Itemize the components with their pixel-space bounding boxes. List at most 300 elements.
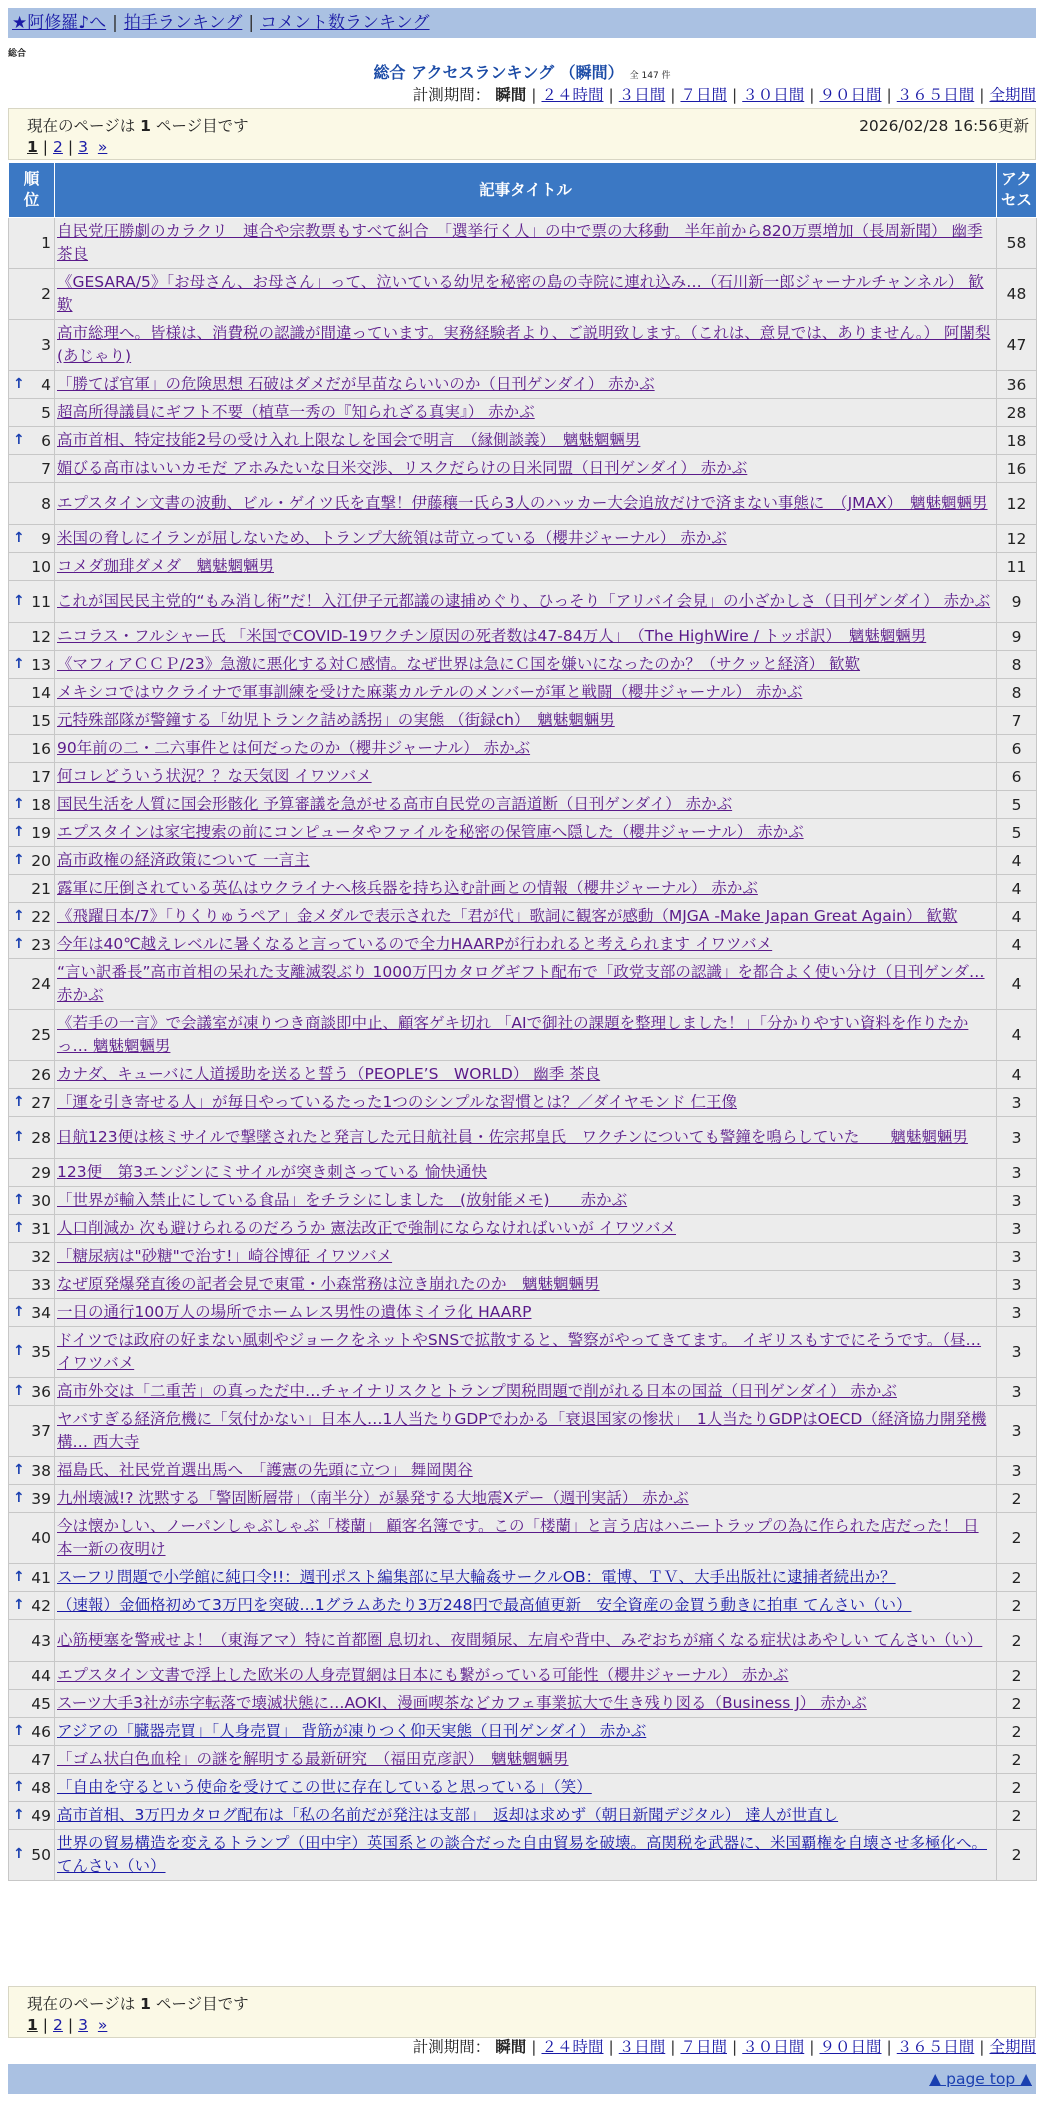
rank-cell — [9, 525, 55, 553]
rank-number: 12 — [31, 627, 51, 646]
access-count: 7 — [997, 707, 1037, 735]
rank-cell — [9, 1718, 55, 1746]
rank-number: 25 — [31, 1026, 51, 1044]
rank-cell — [9, 1243, 55, 1271]
title-cell — [55, 1327, 997, 1378]
title-cell — [55, 1215, 997, 1243]
table-row — [9, 1061, 1037, 1089]
article-link[interactable]: 何コレどういう状況？？な天気図 イワツバメ — [57, 767, 372, 785]
article-link[interactable]: 「ゴム状白色血栓」の謎を解明する最新研究 （福田克彦訳） 魑魅魍魎男 — [57, 1750, 569, 1768]
nav-asyura-link[interactable]: ★阿修羅♪へ — [12, 13, 107, 33]
rank-number: 1 — [41, 234, 51, 252]
article-link[interactable]: コメダ珈琲ダメダ 魑魅魍魎男 — [57, 557, 275, 575]
rank-cell — [9, 218, 55, 269]
table-row — [9, 218, 1037, 269]
rank-cell — [9, 931, 55, 959]
period-7d-link[interactable]: ７日間 — [680, 2038, 727, 2056]
page-info: 現在のページは 1 ページ目です — [27, 1995, 249, 2013]
access-count: 2 — [997, 1718, 1037, 1746]
rank-number: 20 — [31, 851, 51, 870]
access-count: 48 — [997, 269, 1037, 320]
title-cell — [55, 623, 997, 651]
access-count: 3 — [997, 1271, 1037, 1299]
rank-number: 28 — [31, 1128, 51, 1147]
pager-top — [8, 108, 1036, 160]
table-row — [9, 819, 1037, 847]
article-link[interactable]: アジアの「臓器売買」「人身売買」 背筋が凍りつく仰天実態（日刊ゲンダイ） 赤かぶ — [57, 1722, 647, 1740]
access-count: 2 — [997, 1746, 1037, 1774]
article-link[interactable]: 「糖尿病は"砂糖"で治す!」崎谷博征 イワツバメ — [57, 1247, 393, 1265]
rank-number: 35 — [31, 1343, 51, 1361]
up-arrow-icon: ↑ — [13, 1093, 25, 1110]
access-count: 3 — [997, 1378, 1037, 1406]
access-count: 4 — [997, 903, 1037, 931]
nav-separator: | — [112, 13, 118, 33]
access-count: 5 — [997, 819, 1037, 847]
access-count: 2 — [997, 1620, 1037, 1662]
up-arrow-icon: ↑ — [13, 1382, 25, 1399]
up-arrow-icon: ↑ — [13, 1191, 25, 1208]
rank-number: 33 — [31, 1275, 51, 1294]
table-row — [9, 791, 1037, 819]
table-row — [9, 1746, 1037, 1774]
title-cell — [55, 819, 997, 847]
rank-number: 27 — [31, 1093, 51, 1112]
title-cell — [55, 1457, 997, 1485]
rank-cell — [9, 1215, 55, 1243]
access-count: 5 — [997, 791, 1037, 819]
title-cell — [55, 903, 997, 931]
title-cell — [55, 1718, 997, 1746]
table-row — [9, 1159, 1037, 1187]
title-cell — [55, 735, 997, 763]
article-link[interactable]: 《GESARA/5》「お母さん、お母さん」って、泣いている幼児を秘密の島の寺院に連れ込み…（石川新一郎ジャーナルチャンネル） 歓歎 — [57, 273, 984, 314]
article-link[interactable]: エプスタイン文書で浮上した欧米の人身売買網は日本にも繋がっている可能性（櫻井ジャーナル） 赤かぶ — [57, 1666, 789, 1684]
article-link[interactable]: 米国の脅しにイランが屈しないため、トランプ大統領は苛立っている（櫻井ジャーナル） 赤かぶ — [57, 529, 727, 547]
article-link[interactable]: これが国民民主党的“もみ消し術”だ！入江伊子元都議の逮捕めぐり、ひっそり「アリバイ会見」の小ざかしさ（日刊ゲンダイ） 赤かぶ — [57, 592, 991, 610]
period-30d-link[interactable]: ３０日間 — [742, 2038, 805, 2056]
table-row — [9, 1690, 1037, 1718]
title-header: 記事タイトル — [55, 163, 997, 218]
up-arrow-icon: ↑ — [13, 795, 25, 812]
table-row — [9, 875, 1037, 903]
article-link[interactable]: “言い訳番長”高市首相の呆れた支離滅裂ぶり 1000万円カタログギフト配布で「政党支部の認識」を都合よく使い分け（日刊ゲンダ… 赤かぶ — [57, 963, 985, 1004]
article-link[interactable]: 媚びる高市はいいカモだ アホみたいな日米交渉、リスクだらけの日米同盟（日刊ゲンダイ） 赤かぶ — [57, 459, 748, 477]
article-link[interactable]: 今は懐かしい、ノーパンしゃぶしゃぶ「楼蘭」 顧客名簿です。この「楼蘭」と言う店はハニートラップの為に作られた店だった！ 日本一新の夜明け — [57, 1517, 979, 1558]
title-cell — [55, 525, 997, 553]
article-link[interactable]: エプスタイン文書の波動、ビル・ゲイツ氏を直撃！伊藤穰一氏ら3人のハッカー大会追放だけで済まない事態に （JMAX） 魑魅魍魎男 — [57, 494, 988, 512]
table-row — [9, 269, 1037, 320]
rank-number: 4 — [41, 375, 51, 394]
article-link[interactable]: 心筋梗塞を警戒せよ！（東海アマ）特に首都圏 息切れ、夜間頻尿、左肩や背中、みぞおちが痛くなる症状はあやしい てんさい（い） — [57, 1631, 983, 1649]
nav-applause-ranking-link[interactable]: 拍手ランキング — [123, 13, 243, 33]
article-link[interactable]: エプスタインは家宅捜索の前にコンピュータやファイルを秘密の保管庫へ隠した（櫻井ジャーナル） 赤かぶ — [57, 823, 804, 841]
rank-number: 42 — [31, 1596, 51, 1615]
article-link[interactable]: 「運を引き寄せる人」が毎日やっているたった1つのシンプルな習慣とは？／ダイヤモンド 仁王像 — [57, 1093, 737, 1111]
title-cell — [55, 1406, 997, 1457]
up-arrow-icon: ↑ — [13, 1778, 25, 1795]
access-count: 58 — [997, 218, 1037, 269]
access-count: 3 — [997, 1187, 1037, 1215]
table-row — [9, 455, 1037, 483]
rank-number: 49 — [31, 1806, 51, 1825]
rank-number: 23 — [31, 935, 51, 954]
table-row — [9, 651, 1037, 679]
article-link[interactable]: スーフリ問題で小学館に純口令!!：週刊ポスト編集部に早大輪姦サークルOB：電博、ＴＶ、大手出版社に逮捕者続出か？ — [57, 1568, 896, 1586]
rank-number: 19 — [31, 823, 51, 842]
article-link[interactable]: ニコラス・フルシャー氏 「米国でCOVID-19ワクチン原因の死者数は47-84万人」 （The HighWire / トッポ訳） 魑魅魍魎男 — [57, 627, 927, 645]
access-count: 12 — [997, 525, 1037, 553]
title-cell — [55, 1774, 997, 1802]
rank-number: 14 — [31, 683, 51, 702]
rank-cell — [9, 371, 55, 399]
article-link[interactable]: 123便 第3エンジンにミサイルが突き刺さっている 愉快通快 — [57, 1163, 488, 1181]
access-count: 3 — [997, 1243, 1037, 1271]
period-label: 計測期間： — [412, 86, 491, 104]
rank-cell — [9, 623, 55, 651]
article-link[interactable]: 「世界が輸入禁止にしている食品」をチラシにしました (放射能メモ) 赤かぶ — [57, 1191, 628, 1209]
access-count: 9 — [997, 581, 1037, 623]
updated-timestamp: 2026/02/28 16:56更新 — [859, 117, 1029, 135]
table-row — [9, 623, 1037, 651]
title-cell — [55, 1690, 997, 1718]
article-link[interactable]: 超高所得議員にギフト不要（植草一秀の『知られざる真実』） 赤かぶ — [57, 403, 535, 421]
access-count: 2 — [997, 1662, 1037, 1690]
up-arrow-icon: ↑ — [13, 592, 25, 609]
table-row — [9, 581, 1037, 623]
article-link[interactable]: 高市首相、3万円カタログ配布は「私の名前だが発注は支部」 返却は求めず（朝日新聞デジタル） 達人が世直し — [57, 1806, 839, 1824]
article-link[interactable]: 日航123便は核ミサイルで撃墜されたと発言した元日航社員・佐宗邦皇氏 ワクチンについても警鐘を鳴らしていた 魑魅魍魎男 — [57, 1128, 968, 1146]
table-row — [9, 1378, 1037, 1406]
period-90d-link[interactable]: ９０日間 — [819, 2038, 882, 2056]
access-count: 9 — [997, 623, 1037, 651]
rank-number: 2 — [41, 285, 51, 303]
up-arrow-icon: ↑ — [13, 823, 25, 840]
up-arrow-icon: ↑ — [13, 1596, 25, 1613]
article-link[interactable]: なぜ原発爆発直後の記者会見で東電・小森常務は泣き崩れたのか 魑魅魍魎男 — [57, 1275, 600, 1293]
rank-cell — [9, 553, 55, 581]
table-row — [9, 679, 1037, 707]
access-count: 4 — [997, 1010, 1037, 1061]
period-all-link[interactable]: 全期間 — [989, 2038, 1036, 2056]
top-nav — [8, 8, 1036, 38]
article-link[interactable]: （速報）金価格初めて3万円を突破…1グラムあたり3万248円で最高値更新 安全資産の金買う動きに拍車 てんさい（い） — [57, 1596, 912, 1614]
table-row — [9, 763, 1037, 791]
table-row — [9, 1485, 1037, 1513]
rank-number: 38 — [31, 1461, 51, 1480]
nav-separator: | — [248, 13, 255, 33]
rank-cell — [9, 875, 55, 903]
access-count: 4 — [997, 1061, 1037, 1089]
period-24h-link[interactable]: ２４時間 — [541, 2038, 604, 2056]
access-count: 8 — [997, 679, 1037, 707]
table-row — [9, 1010, 1037, 1061]
page-3-link[interactable]: 3 — [78, 2016, 89, 2034]
rank-number: 39 — [31, 1489, 51, 1508]
rank-cell — [9, 427, 55, 455]
nav-comment-ranking-link[interactable]: コメント数ランキング — [260, 13, 430, 33]
period-3d-link[interactable]: ３日間 — [618, 2038, 666, 2056]
up-arrow-icon: ↑ — [13, 1568, 25, 1585]
up-arrow-icon: ↑ — [13, 431, 25, 448]
up-arrow-icon: ↑ — [13, 1461, 25, 1478]
article-link[interactable]: メキシコではウクライナで軍事訓練を受けた麻薬カルテルのメンバーが軍と戦闘（櫻井ジャーナル） 赤かぶ — [57, 683, 803, 701]
page-links: 1 | 2 | 3 » — [27, 138, 108, 156]
rank-number: 7 — [41, 459, 51, 478]
title-cell — [55, 218, 997, 269]
article-link[interactable]: 《マフィアＣＣＰ/23》急激に悪化する対Ｃ感情。なぜ世界は急にＣ国を嫌いになったのか？（サクッと経済） 歓歎 — [57, 655, 861, 673]
article-link[interactable]: 福島氏、社民党首選出馬へ 「護憲の先頭に立つ」 舞岡関谷 — [57, 1461, 473, 1479]
rank-number: 29 — [31, 1163, 51, 1182]
table-row — [9, 1243, 1037, 1271]
next-page-link[interactable]: » — [97, 2016, 108, 2034]
access-count: 3 — [997, 1159, 1037, 1187]
article-link[interactable]: 一日の通行100万人の場所でホームレス男性の遺体ミイラ化 HAARP — [57, 1303, 532, 1321]
rank-number: 32 — [31, 1247, 51, 1266]
rank-cell — [9, 735, 55, 763]
access-count: 18 — [997, 427, 1037, 455]
article-link[interactable]: カナダ、キューバに人道援助を送ると誓う（PEOPLE’S WORLD） 幽季 茶良 — [57, 1065, 601, 1083]
article-link[interactable]: スーツ大手3社が赤字転落で壊滅状態に…AOKI、漫画喫茶などカフェ事業拡大で生き残り図る（Business J） 赤かぶ — [57, 1694, 867, 1712]
access-count: 3 — [997, 1299, 1037, 1327]
rank-cell — [9, 1299, 55, 1327]
period-365d-link[interactable]: ３６５日間 — [896, 86, 975, 104]
rank-cell — [9, 1061, 55, 1089]
title-cell — [55, 1117, 997, 1159]
table-row — [9, 847, 1037, 875]
access-count: 3 — [997, 1457, 1037, 1485]
article-link[interactable]: 「勝てば官軍」の危険思想 石破はダメだが早苗ならいいのか（日刊ゲンダイ） 赤かぶ — [57, 375, 655, 393]
period-7d-link[interactable]: ７日間 — [680, 86, 727, 104]
access-count: 3 — [997, 1117, 1037, 1159]
table-row — [9, 1406, 1037, 1457]
rank-number: 40 — [31, 1529, 51, 1547]
table-row — [9, 1802, 1037, 1830]
rank-cell — [9, 1159, 55, 1187]
page-title — [0, 60, 1044, 83]
rank-cell — [9, 1485, 55, 1513]
title-cell — [55, 707, 997, 735]
title-cell — [55, 1187, 997, 1215]
article-link[interactable]: 自民党圧勝劇のカラクリ 連合や宗教票もすべて糾合 「選挙行く人」の中で票の大移動 半年前から820万票増加（長周新聞） 幽季 茶良 — [57, 222, 983, 263]
period-365d-link[interactable]: ３６５日間 — [896, 2038, 975, 2056]
period-24h-link[interactable]: ２４時間 — [541, 86, 604, 104]
title-cell — [55, 847, 997, 875]
article-link[interactable]: ヤバすぎる経済危機に「気付かない」日本人…1人当たりGDPでわかる「衰退国家の惨状」 1人当たりGDPはOECD（経済協力開発機構… 西大寺 — [57, 1410, 987, 1451]
rank-number: 22 — [31, 907, 51, 926]
table-row — [9, 1271, 1037, 1299]
page-top-link[interactable]: ▲ page top ▲ — [929, 2070, 1032, 2088]
article-link[interactable]: 《若手の一言》で会議室が凍りつき商談即中止、顧客ゲキ切れ 「AIで御社の課題を整理しました！」「分かりやすい資料を作りたかっ… 魑魅魍魎男 — [57, 1014, 969, 1055]
title-cell — [55, 1010, 997, 1061]
article-link[interactable]: 90年前の二・二六事件とは何だったのか（櫻井ジャーナル） 赤かぶ — [57, 739, 531, 757]
article-link[interactable]: 高市政権の経済政策について 一言主 — [57, 851, 310, 869]
rank-cell — [9, 1662, 55, 1690]
up-arrow-icon: ↑ — [13, 1806, 25, 1823]
article-link[interactable]: 今年は40℃越えレベルに暑くなると言っているので全力HAARPが行われると考えられます イワツバメ — [57, 935, 773, 953]
table-row — [9, 371, 1037, 399]
table-row — [9, 1089, 1037, 1117]
access-count: 2 — [997, 1802, 1037, 1830]
rank-number: 47 — [31, 1750, 51, 1769]
page-2-link[interactable]: 2 — [53, 2016, 63, 2034]
rank-cell — [9, 1327, 55, 1378]
up-arrow-icon: ↑ — [13, 655, 25, 672]
title-cell — [55, 553, 997, 581]
rank-number: 50 — [31, 1846, 51, 1864]
rank-number: 11 — [31, 592, 51, 611]
rank-number: 44 — [31, 1666, 51, 1685]
title-cell — [55, 483, 997, 525]
total-count: 全 147 件 — [629, 71, 671, 81]
rank-number: 24 — [31, 975, 51, 993]
rank-cell — [9, 903, 55, 931]
rank-number: 37 — [31, 1422, 51, 1440]
access-count: 16 — [997, 455, 1037, 483]
rank-cell — [9, 1457, 55, 1485]
article-link[interactable]: 国民生活を人質に国会形骸化 予算審議を急がせる高市自民党の言語道断（日刊ゲンダイ） 赤かぶ — [57, 795, 733, 813]
access-count: 2 — [997, 1513, 1037, 1564]
table-row — [9, 1564, 1037, 1592]
article-link[interactable]: 世界の貿易構造を変えるトランプ（田中宇）英国系との談合だった自由貿易を破壊。高関税を武器に、米国覇権を自壊させ多極化へ。 てんさい（い） — [57, 1834, 988, 1875]
rank-number: 43 — [31, 1631, 51, 1650]
article-link[interactable]: 高市外交は「二重苦」の真っただ中…チャイナリスクとトランプ関税問題で削がれる日本の国益（日刊ゲンダイ） 赤かぶ — [57, 1382, 897, 1400]
up-arrow-icon: ↑ — [13, 1219, 25, 1236]
title-cell — [55, 651, 997, 679]
article-link[interactable]: 高市総理へ。皆様は、消費税の認識が間違っています。実務経験者より、ご説明致します。（これは、意見では、ありません。） 阿闍梨(あじゃり) — [57, 324, 991, 365]
rank-cell — [9, 1746, 55, 1774]
article-link[interactable]: 《飛躍日本/7》「りくりゅうペア」金メダルで表示された「君が代」歌詞に観客が感動（MJGA -Make Japan Great Again） 歓歎 — [57, 907, 958, 925]
access-count: 28 — [997, 399, 1037, 427]
title-cell — [55, 1485, 997, 1513]
rank-cell — [9, 1089, 55, 1117]
access-count: 4 — [997, 875, 1037, 903]
article-link[interactable]: 露軍に圧倒されている英仏はウクライナへ核兵器を持ち込む計画との情報（櫻井ジャーナル） 赤かぶ — [57, 879, 758, 897]
access-count: 2 — [997, 1830, 1037, 1881]
access-count: 4 — [997, 931, 1037, 959]
title-cell — [55, 1061, 997, 1089]
title-cell — [55, 1271, 997, 1299]
rank-cell — [9, 1187, 55, 1215]
page-info: 現在のページは 1 ページ目です — [27, 117, 249, 135]
table-row — [9, 1592, 1037, 1620]
access-count: 3 — [997, 1406, 1037, 1457]
title-cell — [55, 427, 997, 455]
rank-number: 48 — [31, 1778, 51, 1797]
page-2-link[interactable]: 2 — [53, 138, 63, 156]
rank-cell — [9, 1774, 55, 1802]
table-row — [9, 1299, 1037, 1327]
title-cell — [55, 1378, 997, 1406]
table-row — [9, 1327, 1037, 1378]
rank-cell — [9, 707, 55, 735]
up-arrow-icon: ↑ — [13, 935, 25, 952]
period-current: 瞬間 — [495, 86, 527, 104]
period-30d-link[interactable]: ３０日間 — [742, 86, 805, 104]
table-row — [9, 1662, 1037, 1690]
article-link[interactable]: ドイツでは政府の好まない風刺やジョークをネットやSNSで拡散すると、警察がやってきてます。 イギリスもすでにそうです。（昼… イワツバメ — [57, 1331, 982, 1372]
article-link[interactable]: 人口削減か 次も避けられるのだろうか 憲法改正で強制にならなければいいが イワツバメ — [57, 1219, 676, 1237]
article-link[interactable]: 高市首相、特定技能2号の受け入れ上限なしを国会で明言 （縁側談義） 魑魅魍魎男 — [57, 431, 641, 449]
rank-cell — [9, 1564, 55, 1592]
rank-cell — [9, 1592, 55, 1620]
rank-number: 30 — [31, 1191, 51, 1210]
title-cell — [55, 1564, 997, 1592]
title-cell — [55, 581, 997, 623]
up-arrow-icon: ↑ — [13, 529, 25, 546]
rank-cell — [9, 1010, 55, 1061]
table-row — [9, 1620, 1037, 1662]
article-link[interactable]: 「自由を守るという使命を受けてこの世に存在していると思っている」（笑） — [57, 1778, 592, 1796]
table-row — [9, 931, 1037, 959]
rank-cell — [9, 483, 55, 525]
table-row — [9, 1117, 1037, 1159]
access-count: 8 — [997, 651, 1037, 679]
page-links: 1 | 2 | 3 » — [27, 2016, 108, 2034]
rank-cell — [9, 1513, 55, 1564]
rank-cell — [9, 399, 55, 427]
article-link[interactable]: 元特殊部隊が警鐘する「幼児トランク詰め誘拐」の実態 （街録ch） 魑魅魍魎男 — [57, 711, 615, 729]
access-count: 2 — [997, 1690, 1037, 1718]
title-cell — [55, 679, 997, 707]
up-arrow-icon: ↑ — [13, 1128, 25, 1145]
pager-bottom — [8, 1986, 1036, 2038]
access-count: 3 — [997, 1215, 1037, 1243]
rank-cell — [9, 1117, 55, 1159]
title-cell — [55, 269, 997, 320]
period-nav-top: 計測期間： 瞬間 | ２４時間 | ３日間 | ７日間 | ３０日間 | ９０日間 | ３６５日間 | 全期間 — [412, 86, 1036, 104]
rank-header: 順位 — [9, 163, 55, 218]
title-cell — [55, 1830, 997, 1881]
ranking-table — [8, 162, 1037, 1881]
rank-number: 36 — [31, 1382, 51, 1401]
bottom-bar — [8, 2064, 1036, 2094]
rank-number: 31 — [31, 1219, 51, 1238]
page-3-link[interactable]: 3 — [78, 138, 89, 156]
access-count: 2 — [997, 1485, 1037, 1513]
rank-number: 41 — [31, 1568, 51, 1587]
table-row — [9, 959, 1037, 1010]
title-cell — [55, 763, 997, 791]
table-row — [9, 1718, 1037, 1746]
period-90d-link[interactable]: ９０日間 — [819, 86, 882, 104]
next-page-link[interactable]: » — [97, 138, 108, 156]
title-cell — [55, 959, 997, 1010]
period-3d-link[interactable]: ３日間 — [618, 86, 666, 104]
rank-number: 21 — [31, 879, 51, 898]
table-header-row — [9, 163, 1037, 218]
period-all-link[interactable]: 全期間 — [989, 86, 1036, 104]
table-row — [9, 903, 1037, 931]
rank-number: 45 — [31, 1694, 51, 1713]
rank-number: 5 — [41, 403, 51, 422]
rank-number: 8 — [41, 494, 51, 513]
title-cell — [55, 791, 997, 819]
current-page: 1 — [27, 2016, 38, 2034]
access-count: 47 — [997, 320, 1037, 371]
current-page: 1 — [27, 138, 38, 156]
page-title-text: 総合 アクセスランキング （瞬間） — [373, 63, 624, 82]
table-row — [9, 553, 1037, 581]
rank-number: 16 — [31, 739, 51, 758]
rank-cell — [9, 959, 55, 1010]
rank-cell — [9, 847, 55, 875]
article-link[interactable]: 九州壊滅!? 沈黙する「警固断層帯」（南半分）が暴発する大地震Xデー（週刊実話） 赤かぶ — [57, 1489, 689, 1507]
rank-number: 18 — [31, 795, 51, 814]
up-arrow-icon: ↑ — [13, 1846, 25, 1862]
table-row — [9, 1457, 1037, 1485]
rank-cell — [9, 819, 55, 847]
